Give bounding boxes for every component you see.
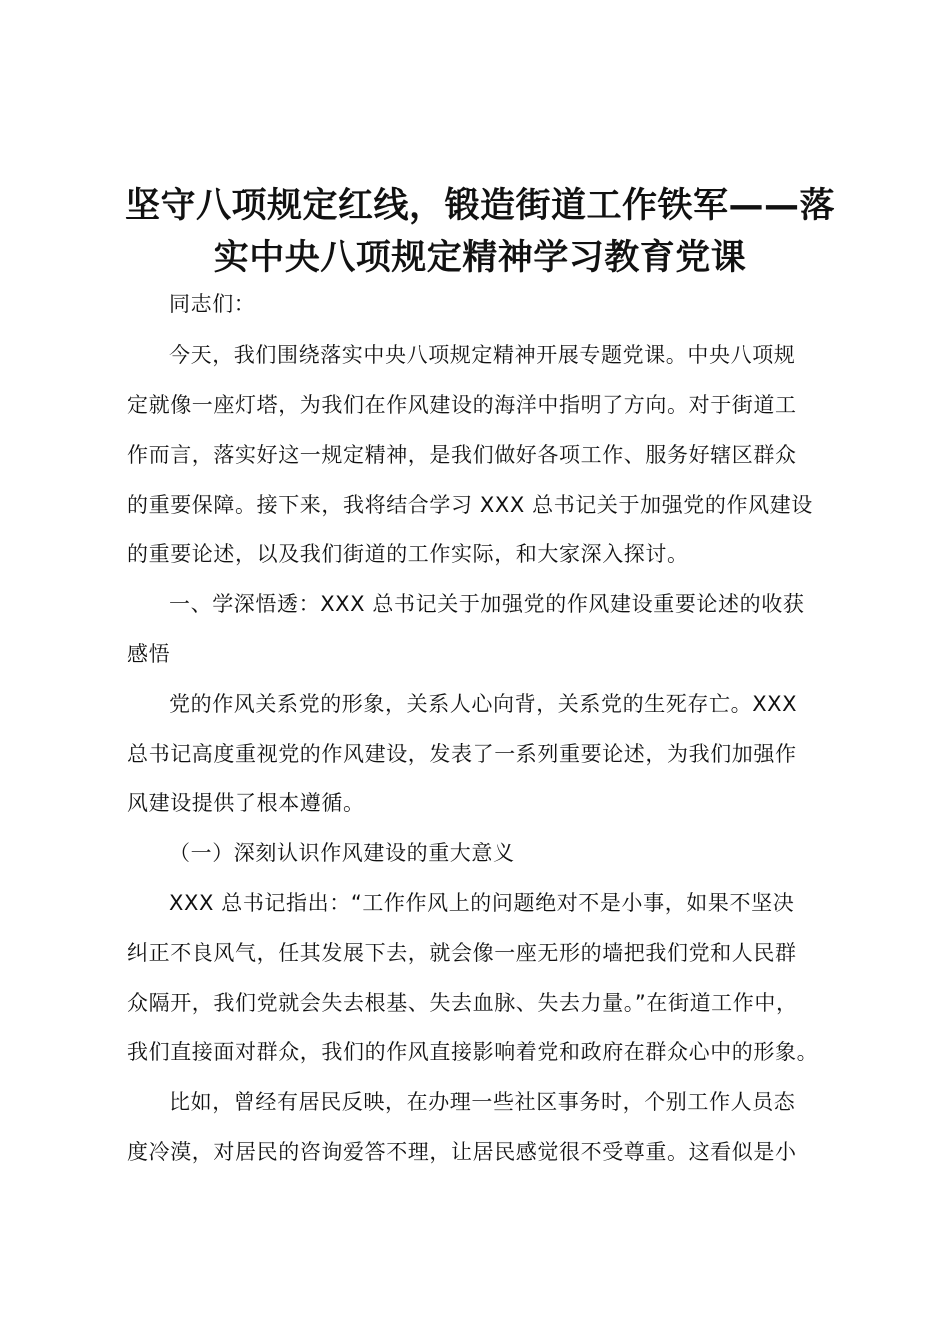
- paragraph-line: 比如，曾经有居民反映，在办理一些社区事务时，个别工作人员态: [169, 1090, 796, 1114]
- greeting: 同志们：: [169, 292, 256, 316]
- paragraph-line: 党的作风关系党的形象，关系人心向背，关系党的生死存亡。XXX: [169, 692, 798, 716]
- paragraph-line: XXX 总书记指出：“工作作风上的问题绝对不是小事，如果不坚决: [169, 891, 795, 915]
- paragraph-line: 的重要论述，以及我们街道的工作实际，和大家深入探讨。: [127, 542, 689, 566]
- paragraph-line: 纠正不良风气，任其发展下去，就会像一座无形的墙把我们党和人民群: [127, 941, 797, 965]
- subsection-heading-1: （一）深刻认识作风建设的重大意义: [169, 841, 515, 865]
- paragraph-line: 度冷漠，对居民的咨询爱答不理，让居民感觉很不受尊重。这看似是小: [127, 1140, 797, 1164]
- paragraph-line: 众隔开，我们党就会失去根基、失去血脉、失去力量。”在街道工作中，: [127, 991, 798, 1015]
- paragraph-line: 作而言，落实好这一规定精神，是我们做好各项工作、服务好辖区群众: [127, 443, 797, 467]
- paragraph-line: 风建设提供了根本遵循。: [127, 791, 365, 815]
- paragraph-line: 的重要保障。接下来，我将结合学习 XXX 总书记关于加强党的作风建设: [127, 493, 813, 517]
- paragraph-line: 定就像一座灯塔，为我们在作风建设的海洋中指明了方向。对于街道工: [127, 393, 797, 417]
- paragraph-line: 今天，我们围绕落实中央八项规定精神开展专题党课。中央八项规: [169, 343, 796, 367]
- document-title-line-2: 实中央八项规定精神学习教育党课: [213, 238, 747, 278]
- paragraph-line: 我们直接面对群众，我们的作风直接影响着党和政府在群众心中的形象。: [127, 1040, 819, 1064]
- document-title-line-1: 坚守八项规定红线，锻造街道工作铁军——落: [124, 186, 835, 226]
- paragraph-line: 总书记高度重视党的作风建设，发表了一系列重要论述，为我们加强作: [127, 742, 797, 766]
- section-heading-1: 一、学深悟透：XXX 总书记关于加强党的作风建设重要论述的收获: [169, 592, 805, 616]
- section-heading-1-continued: 感悟: [127, 642, 171, 666]
